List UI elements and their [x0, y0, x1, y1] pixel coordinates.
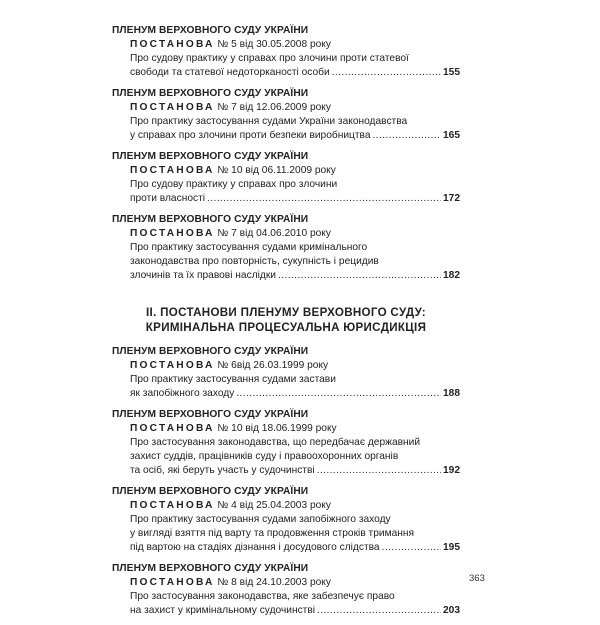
dot-leader: [382, 541, 441, 555]
page-number: 363: [469, 573, 485, 584]
court-title: ПЛЕНУМ ВЕРХОВНОГО СУДУ УКРАЇНИ: [112, 486, 309, 497]
decree-keyword: ПОСТАНОВА: [130, 500, 215, 511]
entry-title-text: злочинів та їх правові наслідки: [130, 270, 276, 281]
decree-line: [112, 38, 460, 52]
dot-leader: [317, 604, 441, 618]
decree-number-date: № 10 від 06.11.2009 року: [217, 165, 336, 176]
decree-keyword: ПОСТАНОВА: [130, 39, 215, 50]
entry-page-number: 182: [443, 270, 460, 281]
court-title: ПЛЕНУМ ВЕРХОВНОГО СУДУ УКРАЇНИ: [112, 563, 309, 574]
entry-title-line: у вигляді взяття під варту та продовження строків тримання: [130, 528, 415, 539]
court-title: ПЛЕНУМ ВЕРХОВНОГО СУДУ УКРАЇНИ: [112, 25, 309, 36]
dot-leader: [207, 192, 441, 206]
toc-entry[interactable]: [112, 485, 460, 555]
entry-page-number: 195: [443, 542, 460, 553]
decree-number-date: № 7 від 04.06.2010 року: [217, 228, 331, 239]
decree-number-date: № 5 від 30.05.2008 року: [217, 39, 331, 50]
entry-title-line: Про практику застосування судами України законодавства: [130, 116, 408, 127]
entry-title-text: на захист у кримінальному судочинстві: [130, 605, 316, 616]
section-heading-line-2: КРИМІНАЛЬНА ПРОЦЕСУАЛЬНА ЮРИСДИКЦІЯ: [145, 321, 427, 334]
entry-title-line: Про практику застосування судами кримінального: [130, 242, 368, 253]
dot-leader: [373, 129, 442, 143]
entry-title-line: Про практику застосування судами застави: [130, 374, 336, 385]
entry-page-number: 203: [443, 605, 460, 616]
entry-page-number: 192: [443, 465, 460, 476]
section-heading-line-1: II. ПОСТАНОВИ ПЛЕНУМУ ВЕРХОВНОГО СУДУ:: [146, 306, 426, 319]
entry-title-last-line: [112, 192, 460, 206]
toc-entry[interactable]: [112, 24, 460, 80]
entry-title-text: під вартою на стадіях дізнання і досудового слідства: [130, 542, 380, 553]
decree-keyword: ПОСТАНОВА: [130, 360, 215, 371]
entry-title-line: Про судову практику у справах про злочини: [130, 179, 338, 190]
entry-title-text: свободи та статевої недоторканості особи: [130, 67, 330, 78]
toc-entry[interactable]: [112, 408, 460, 478]
entry-page-number: 188: [443, 388, 460, 399]
toc-group-criminal-procedure: [112, 345, 460, 618]
court-title: ПЛЕНУМ ВЕРХОВНОГО СУДУ УКРАЇНИ: [112, 151, 309, 162]
entry-page-number: 172: [443, 193, 460, 204]
entry-title-line: законодавства про повторність, сукупність і рецидив: [130, 256, 379, 267]
entry-title-line: захист суддів, працівників суду і правоохоронних органів: [130, 451, 399, 462]
dot-leader: [332, 66, 441, 80]
decree-line: [112, 499, 460, 513]
court-title: ПЛЕНУМ ВЕРХОВНОГО СУДУ УКРАЇНИ: [112, 88, 309, 99]
decree-keyword: ПОСТАНОВА: [130, 102, 215, 113]
decree-line: [112, 101, 460, 115]
entry-title-text: як запобіжного заходу: [130, 388, 235, 399]
entry-title-last-line: [112, 464, 460, 478]
entry-title-text: проти власності: [130, 193, 206, 204]
toc-entry[interactable]: [112, 213, 460, 283]
decree-keyword: ПОСТАНОВА: [130, 228, 215, 239]
toc-entry[interactable]: [112, 87, 460, 143]
entry-title-line: Про судову практику у справах про злочини проти статевої: [130, 53, 409, 64]
entry-title-last-line: [112, 129, 460, 143]
decree-number-date: № 8 від 24.10.2003 року: [217, 577, 331, 588]
decree-number-date: № 4 від 25.04.2003 року: [217, 500, 331, 511]
decree-keyword: ПОСТАНОВА: [130, 165, 215, 176]
decree-number-date: № 10 від 18.06.1999 року: [217, 423, 337, 434]
entry-title-last-line: [112, 269, 460, 283]
table-of-contents: [112, 24, 460, 625]
decree-line: [112, 576, 460, 590]
entry-title-last-line: [112, 541, 460, 555]
decree-keyword: ПОСТАНОВА: [130, 577, 215, 588]
entry-page-number: 165: [443, 130, 460, 141]
dot-leader: [236, 387, 441, 401]
toc-group-criminal-law: [112, 24, 460, 283]
decree-number-date: № 7 від 12.06.2009 року: [217, 102, 331, 113]
toc-entry[interactable]: [112, 150, 460, 206]
entry-title-last-line: [112, 66, 460, 80]
court-title: ПЛЕНУМ ВЕРХОВНОГО СУДУ УКРАЇНИ: [112, 346, 309, 357]
entry-title-text: у справах про злочини проти безпеки виробництва: [130, 130, 371, 141]
toc-entry[interactable]: [112, 562, 460, 618]
entry-page-number: 155: [443, 67, 460, 78]
decree-keyword: ПОСТАНОВА: [130, 423, 215, 434]
decree-line: [112, 164, 460, 178]
entry-title-line: Про застосування законодавства, що передбачає державний: [130, 437, 421, 448]
decree-line: [112, 359, 460, 373]
section-heading: [112, 305, 460, 335]
toc-entry[interactable]: [112, 345, 460, 401]
entry-title-text: та осіб, які беруть участь у судочинстві: [130, 465, 315, 476]
entry-title-last-line: [112, 604, 460, 618]
court-title: ПЛЕНУМ ВЕРХОВНОГО СУДУ УКРАЇНИ: [112, 214, 309, 225]
decree-number-date: № 6від 26.03.1999 року: [217, 360, 329, 371]
decree-line: [112, 422, 460, 436]
entry-title-line: Про практику застосування судами запобіжного заходу: [130, 514, 391, 525]
entry-title-last-line: [112, 387, 460, 401]
entry-title-line: Про застосування законодавства, яке забезпечує право: [130, 591, 395, 602]
decree-line: [112, 227, 460, 241]
court-title: ПЛЕНУМ ВЕРХОВНОГО СУДУ УКРАЇНИ: [112, 409, 309, 420]
dot-leader: [317, 464, 441, 478]
dot-leader: [278, 269, 441, 283]
